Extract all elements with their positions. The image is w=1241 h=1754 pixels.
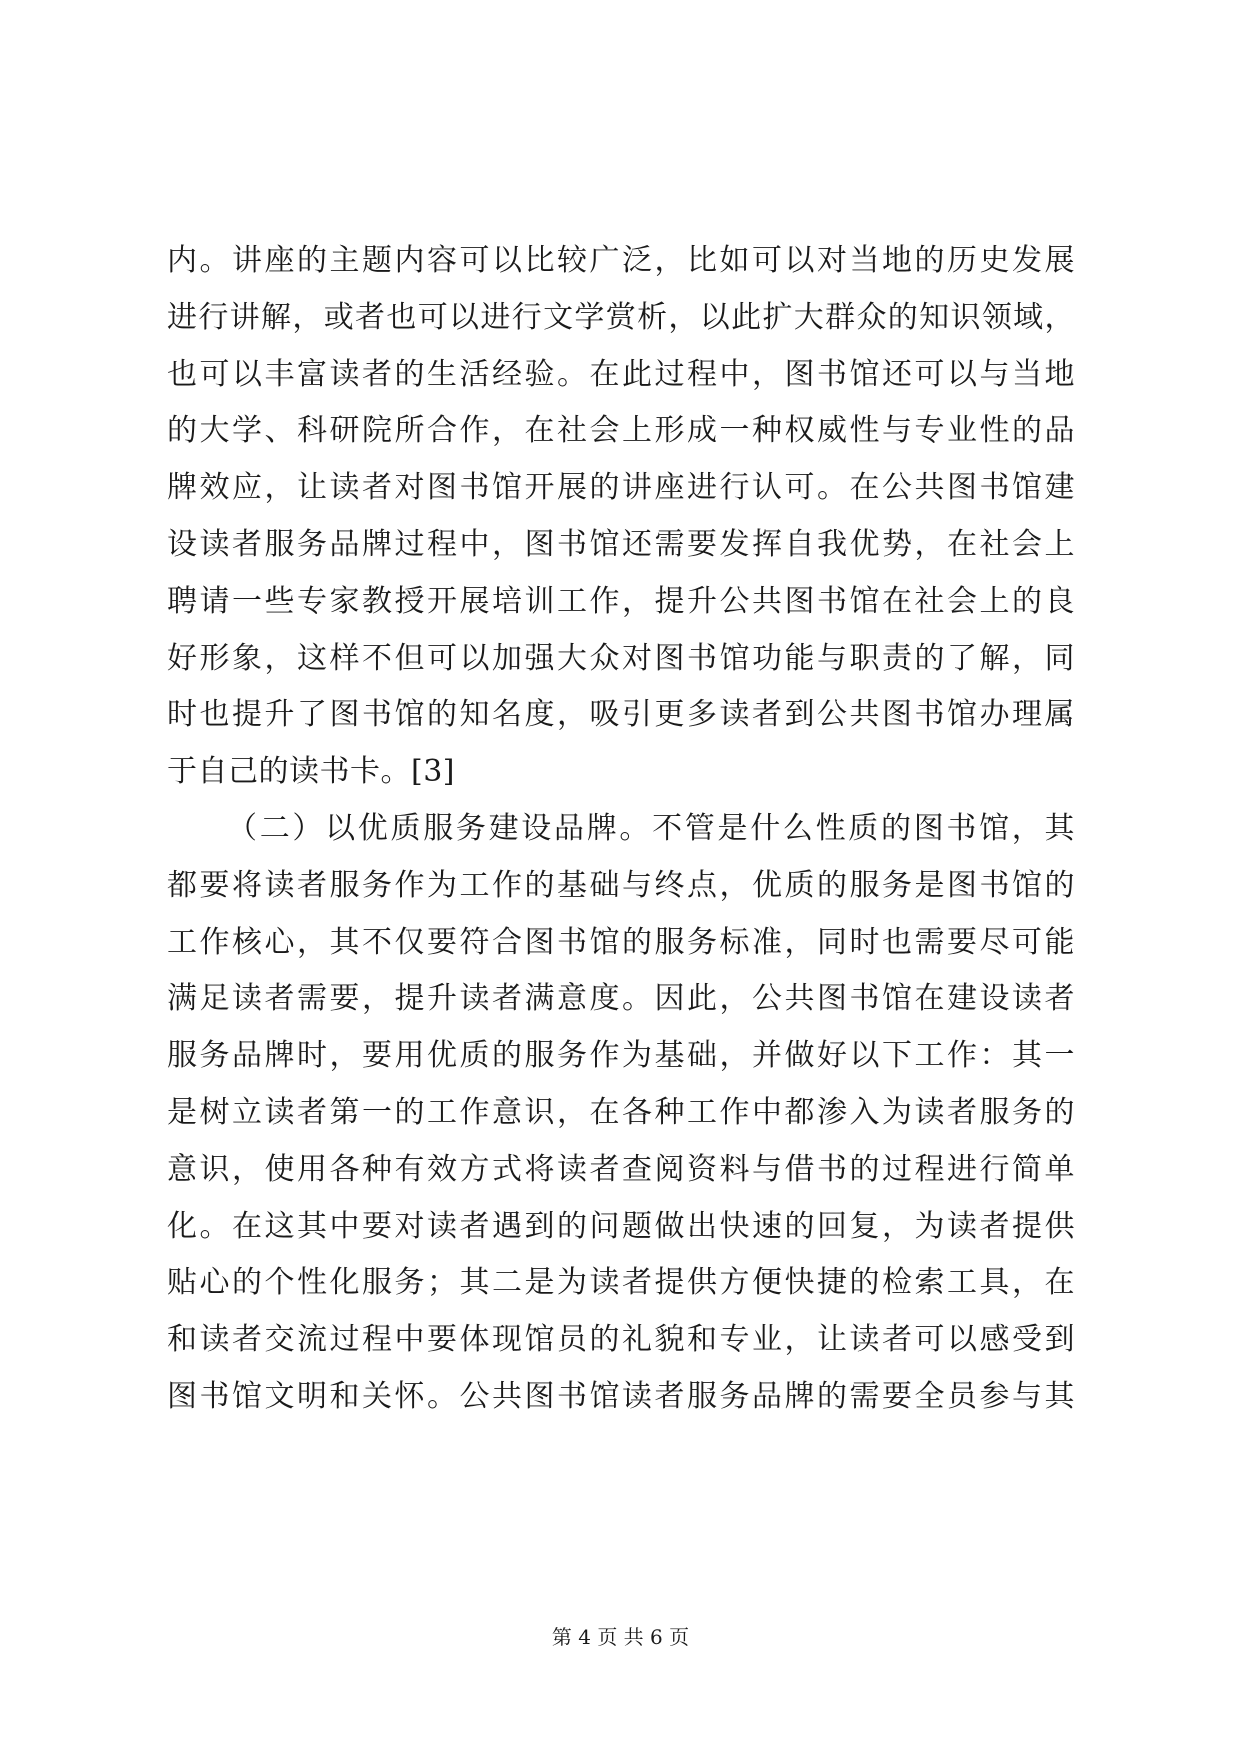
- text-line: 和读者交流过程中要体现馆员的礼貌和专业，让读者可以感受到: [167, 1322, 1075, 1358]
- text-line: 工作核心，其不仅要符合图书馆的服务标准，同时也需要尽可能: [167, 924, 1075, 960]
- text-line: 是树立读者第一的工作意识，在各种工作中都渗入为读者服务的: [167, 1094, 1075, 1130]
- text-line: 进行讲解，或者也可以进行文学赏析，以此扩大群众的知识领域，: [167, 299, 1075, 335]
- text-line: 图书馆文明和关怀。公共图书馆读者服务品牌的需要全员参与其: [167, 1378, 1075, 1414]
- text-line: 好形象，这样不但可以加强大众对图书馆功能与职责的了解，同: [167, 640, 1075, 676]
- text-line: 聘请一些专家教授开展培训工作，提升公共图书馆在社会上的良: [167, 583, 1075, 619]
- text-line: 化。在这其中要对读者遇到的问题做出快速的回复，为读者提供: [167, 1208, 1075, 1244]
- page-number-footer: 第 4 页 共 6 页: [551, 1625, 690, 1649]
- text-line: 贴心的个性化服务；其二是为读者提供方便快捷的检索工具，在: [167, 1265, 1075, 1301]
- text-line: 意识，使用各种有效方式将读者查阅资料与借书的过程进行简单: [167, 1151, 1075, 1187]
- text-line: 内。讲座的主题内容可以比较广泛，比如可以对当地的历史发展: [167, 243, 1075, 278]
- text-line-indented: （二）以优质服务建设品牌。不管是什么性质的图书馆，其: [227, 810, 1075, 846]
- text-line: 都要将读者服务作为工作的基础与终点，优质的服务是图书馆的: [167, 867, 1075, 903]
- text-line: 时也提升了图书馆的知名度，吸引更多读者到公共图书馆办理属: [167, 697, 1075, 733]
- body-text: [167, 233, 1075, 1426]
- paragraph-lecture-continuation: [167, 233, 1075, 801]
- text-line: 的大学、科研院所合作，在社会上形成一种权威性与专业性的品: [167, 413, 1075, 449]
- paragraph-quality-service: [167, 801, 1075, 1426]
- text-line: 满足读者需要，提升读者满意度。因此，公共图书馆在建设读者: [167, 981, 1075, 1017]
- text-line: 服务品牌时，要用优质的服务作为基础，并做好以下工作：其一: [167, 1038, 1075, 1074]
- text-line: 牌效应，让读者对图书馆开展的讲座进行认可。在公共图书馆建: [167, 470, 1075, 506]
- text-line-last: 于自己的读书卡。[3]: [167, 754, 455, 790]
- text-line: 设读者服务品牌过程中，图书馆还需要发挥自我优势，在社会上: [167, 526, 1075, 562]
- text-line: 也可以丰富读者的生活经验。在此过程中，图书馆还可以与当地: [167, 356, 1075, 392]
